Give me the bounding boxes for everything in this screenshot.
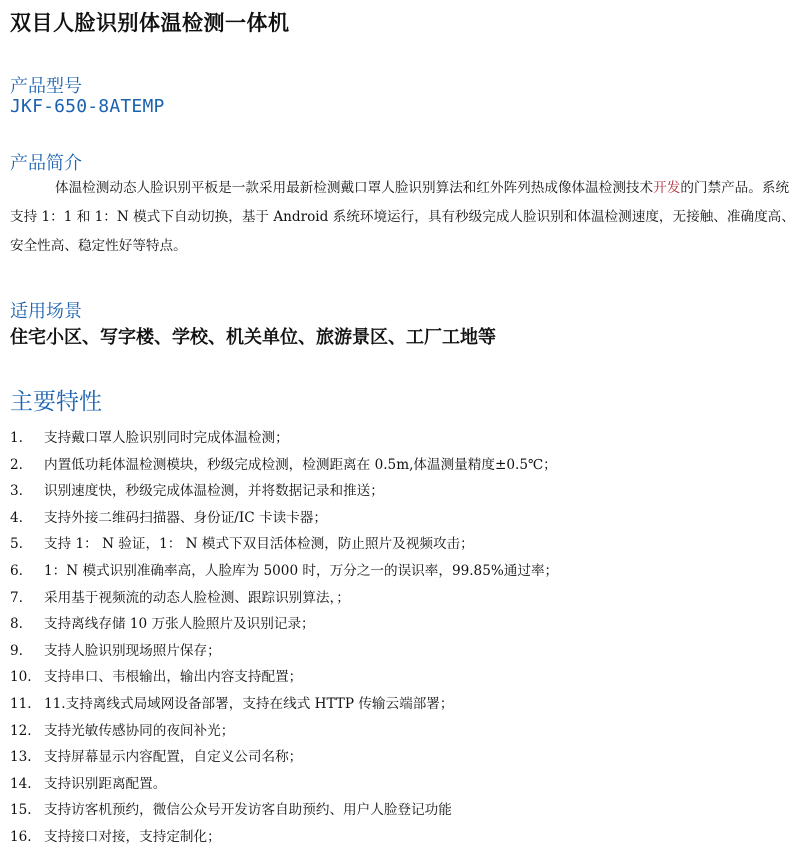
feature-item: [0, 425, 800, 452]
feature-number: 12.: [10, 722, 32, 739]
feature-item: [0, 505, 800, 532]
intro-heading: 产品简介: [10, 153, 82, 174]
feature-item: [0, 558, 800, 585]
feature-item: [0, 478, 800, 505]
feature-text: 支持离线存储 10 万张人脸照片及识别记录；: [44, 616, 315, 633]
feature-item: [0, 664, 800, 691]
feature-text: 1：N 模式识别准确率高，人脸库为 5000 时，万分之一的误识率，99.85%通过率；: [44, 562, 559, 579]
feature-text: 支持屏幕显示内容配置，自定义公司名称；: [44, 749, 303, 766]
model-number: JKF-650-8ATEMP: [10, 96, 165, 117]
feature-number: 16.: [10, 828, 32, 845]
feature-text: 支持 1： N 验证，1： N 模式下双目活体检测，防止照片及视频攻击；: [44, 536, 474, 553]
feature-text: 支持外接二维码扫描器、身份证/IC 卡读卡器；: [44, 509, 327, 526]
feature-text: 识别速度快，秒级完成体温检测，并将数据记录和推送；: [44, 483, 384, 500]
feature-text: 支持接口对接，支持定制化；: [44, 828, 221, 845]
scenes-text: 住宅小区、写字楼、学校、机关单位、旅游景区、工厂工地等: [10, 327, 496, 348]
feature-item: [0, 452, 800, 479]
feature-item: [0, 585, 800, 612]
feature-number: 4.: [10, 509, 23, 526]
intro-text-before: 体温检测动态人脸识别平板是一款采用最新检测戴口罩人脸识别算法和红外阵列热成像体温检测技术: [55, 180, 654, 196]
feature-number: 8.: [10, 616, 23, 633]
intro-paragraph: [10, 174, 800, 261]
feature-item: [0, 797, 800, 824]
feature-item: [0, 611, 800, 638]
feature-item: [0, 638, 800, 665]
page-title: 双目人脸识别体温检测一体机: [10, 11, 290, 35]
feature-number: 14.: [10, 775, 32, 792]
features-list: [0, 425, 800, 851]
feature-item: [0, 531, 800, 558]
feature-number: 1.: [10, 430, 23, 446]
feature-text: 采用基于视频流的动态人脸检测、跟踪识别算法，；: [44, 589, 350, 606]
intro-highlight: 开发: [653, 180, 681, 196]
features-heading: 主要特性: [10, 389, 102, 415]
intro-text-after: 的门禁产品。系统支持 1：1 和 1：N 模式下自动切换，基于 Android 系统环境运行，具有秒级完成人脸识别和体温检测速度，无接触、准确度高、安全性高、稳定性好等特点。: [10, 180, 795, 254]
feature-text: 支持访客机预约，微信公众号开发访客自助预约、用户人脸登记功能: [44, 802, 452, 819]
feature-text: 支持人脸识别现场照片保存；: [44, 642, 221, 659]
feature-number: 3.: [10, 483, 23, 500]
feature-item: [0, 691, 800, 718]
feature-item: [0, 771, 800, 798]
feature-number: 7.: [10, 589, 23, 606]
feature-text: 支持戴口罩人脸识别同时完成体温检测；: [44, 430, 289, 446]
feature-item: [0, 744, 800, 771]
scenes-heading: 适用场景: [10, 301, 82, 322]
feature-text: 支持识别距离配置。: [44, 775, 167, 792]
feature-text: 支持串口、韦根输出，输出内容支持配置；: [44, 669, 303, 686]
feature-number: 2.: [10, 456, 23, 473]
feature-item: [0, 718, 800, 745]
feature-number: 5.: [10, 536, 23, 553]
feature-item: [0, 824, 800, 851]
feature-number: 9.: [10, 642, 23, 659]
feature-text: 11.支持离线式局域网设备部署，支持在线式 HTTP 传输云端部署；: [44, 695, 454, 712]
feature-number: 13.: [10, 749, 32, 766]
feature-text: 内置低功耗体温检测模块，秒级完成检测，检测距离在 0.5m,体温测量精度±0.5℃；: [44, 456, 557, 473]
feature-number: 10.: [10, 669, 32, 686]
model-heading: 产品型号: [10, 76, 82, 97]
feature-number: 15.: [10, 802, 32, 819]
feature-text: 支持光敏传感协同的夜间补光；: [44, 722, 235, 739]
feature-number: 6.: [10, 562, 23, 579]
feature-number: 11.: [10, 695, 32, 712]
